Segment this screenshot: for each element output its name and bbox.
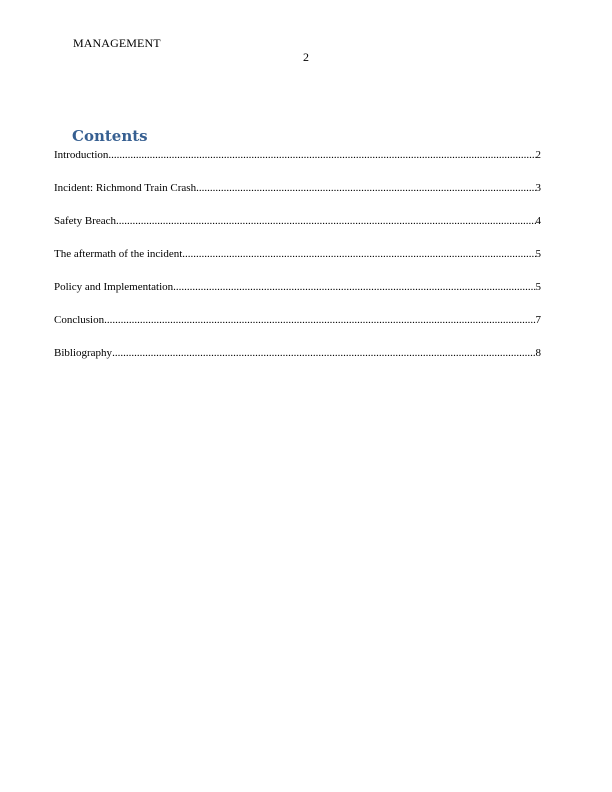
table-of-contents (54, 147, 541, 378)
toc-dot-leader (116, 213, 536, 229)
toc-entry-introduction[interactable] (54, 147, 541, 180)
toc-entry-page: 3 (535, 182, 541, 194)
toc-dot-leader (112, 345, 535, 361)
page-number: 2 (303, 50, 309, 64)
toc-dot-leader (108, 147, 535, 163)
toc-entry-policy[interactable] (54, 279, 541, 312)
toc-entry-label: Safety Breach (54, 215, 116, 227)
toc-entry-conclusion[interactable] (54, 312, 541, 345)
toc-entry-label: Introduction (54, 149, 109, 161)
toc-entry-safety-breach[interactable] (54, 213, 541, 246)
toc-entry-page: 4 (535, 215, 541, 227)
toc-entry-page: 7 (535, 314, 541, 326)
toc-dot-leader (104, 312, 535, 328)
toc-entry-page: 2 (535, 149, 541, 161)
toc-entry-page: 5 (535, 281, 541, 293)
toc-entry-aftermath[interactable] (54, 246, 541, 279)
running-head: MANAGEMENT (73, 36, 161, 50)
toc-entry-bibliography[interactable] (54, 345, 541, 378)
toc-entry-label: Conclusion (54, 314, 105, 326)
toc-dot-leader (196, 180, 535, 196)
toc-entry-label: The aftermath of the incident (54, 248, 183, 260)
toc-entry-page: 5 (535, 248, 541, 260)
toc-entry-label: Policy and Implementation (54, 281, 174, 293)
toc-entry-label: Incident: Richmond Train Crash (54, 182, 197, 194)
toc-entry-label: Bibliography (54, 347, 113, 359)
toc-title: Contents (72, 127, 148, 145)
toc-dot-leader (173, 279, 535, 295)
toc-dot-leader (182, 246, 535, 262)
toc-entry-incident[interactable] (54, 180, 541, 213)
toc-entry-page: 8 (535, 347, 541, 359)
